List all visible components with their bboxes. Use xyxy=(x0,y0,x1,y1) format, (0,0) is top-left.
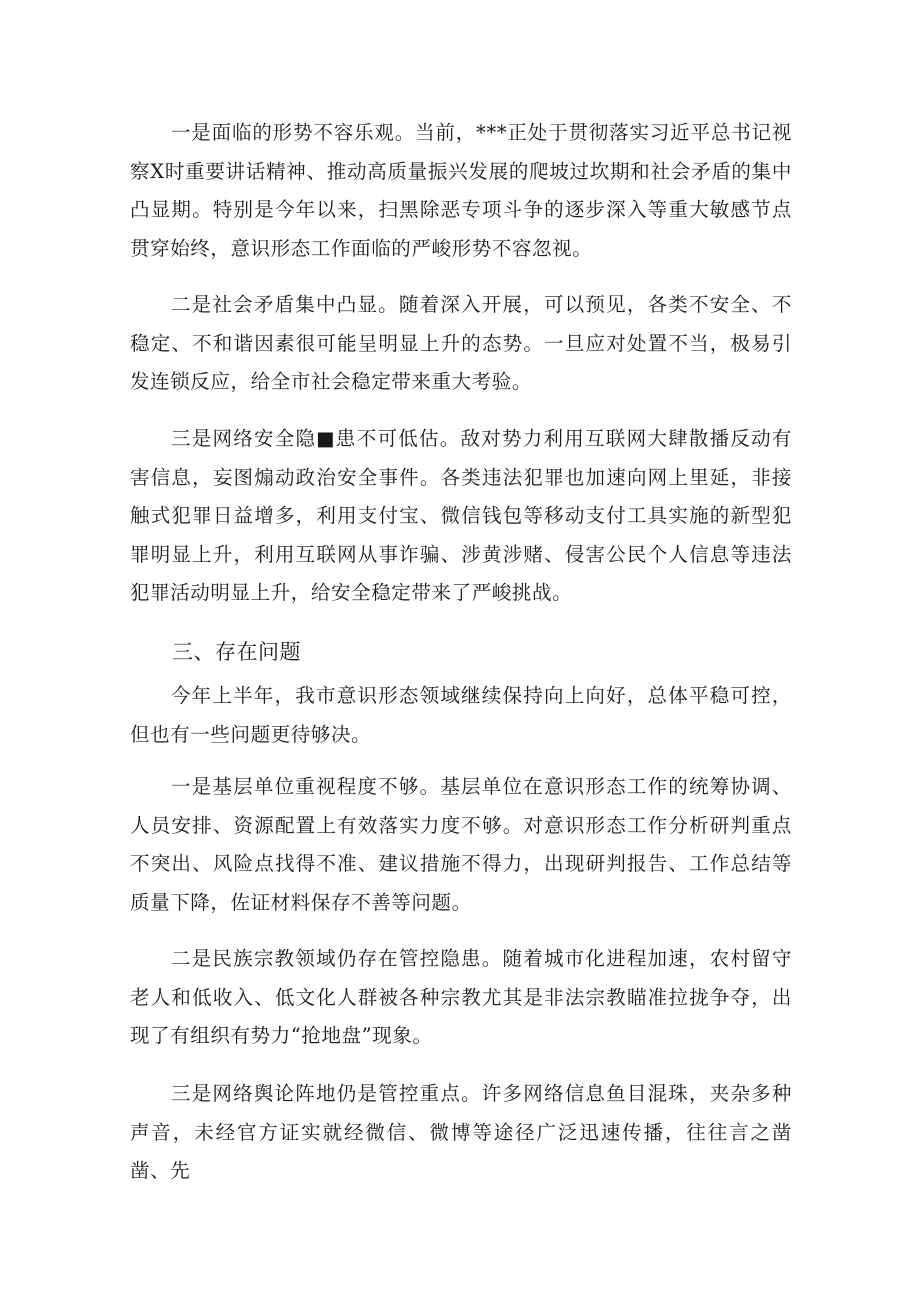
paragraph-ethnic-religious: 二是民族宗教领域仍存在管控隐患。随着城市化进程加速，农村留守老人和低收入、低文化人群被各种宗教尤其是非法宗教瞄准拉拢争夺，出现了有组织有势力“抢地盘”现象。 xyxy=(130,947,792,1047)
paragraph-overview: 今年上半年，我市意识形态领域继续保持向上向好，总体平稳可控，但也有一些问题更待够决。 xyxy=(130,684,792,746)
paragraph-situation-outlook: 一是面临的形势不容乐观。当前，***正处于贯彻落实习近平总书记视察X时重要讲话精神、推动高质量振兴发展的爬坡过坎期和社会矛盾的集中凸显期。特别是今年以来，扫黑除恶专项斗争的逐步深入等重大敏感节点贯穿始终，意识形态工作面临的严峻形势不容忽视。 xyxy=(130,121,792,260)
paragraph-grassroots-attention: 一是基层单位重视程度不够。基层单位在意识形态工作的统筹协调、人员安排、资源配置上有效落实力度不够。对意识形态工作分析研判重点不突出、风险点找得不准、建议措施不得力，出现研判报告、工作总结等质量下降，佐证材料保存不善等问题。 xyxy=(130,775,792,914)
paragraph-online-opinion: 三是网络舆论阵地仍是管控重点。许多网络信息鱼目混珠，夹杂多种声音，未经官方证实就经微信、微博等途径广泛迅速传播，往往言之凿凿、先 xyxy=(130,1082,792,1182)
section-heading-existing-problems: 三、存在问题 xyxy=(172,640,301,664)
paragraph-social-contradictions: 二是社会矛盾集中凸显。随着深入开展，可以预见，各类不安全、不稳定、不和谐因素很可能呈明显上升的态势。一旦应对处置不当，极易引发连锁反应，给全市社会稳定带来重大考验。 xyxy=(130,293,792,393)
paragraph-network-security: 三是网络安全隐■患不可低估。敌对势力利用互联网大肆散播反动有害信息，妄图煽动政治安全事件。各类违法犯罪也加速向网上里延，非接触式犯罪日益增多，利用支付宝、微信钱包等移动支付工具实施的新型犯罪明显上升，利用互联网从事诈骗、涉黄涉赌、侵害公民个人信息等违法犯罪活动明显上升，给安全稳定带来了严峻挑战。 xyxy=(130,427,792,604)
